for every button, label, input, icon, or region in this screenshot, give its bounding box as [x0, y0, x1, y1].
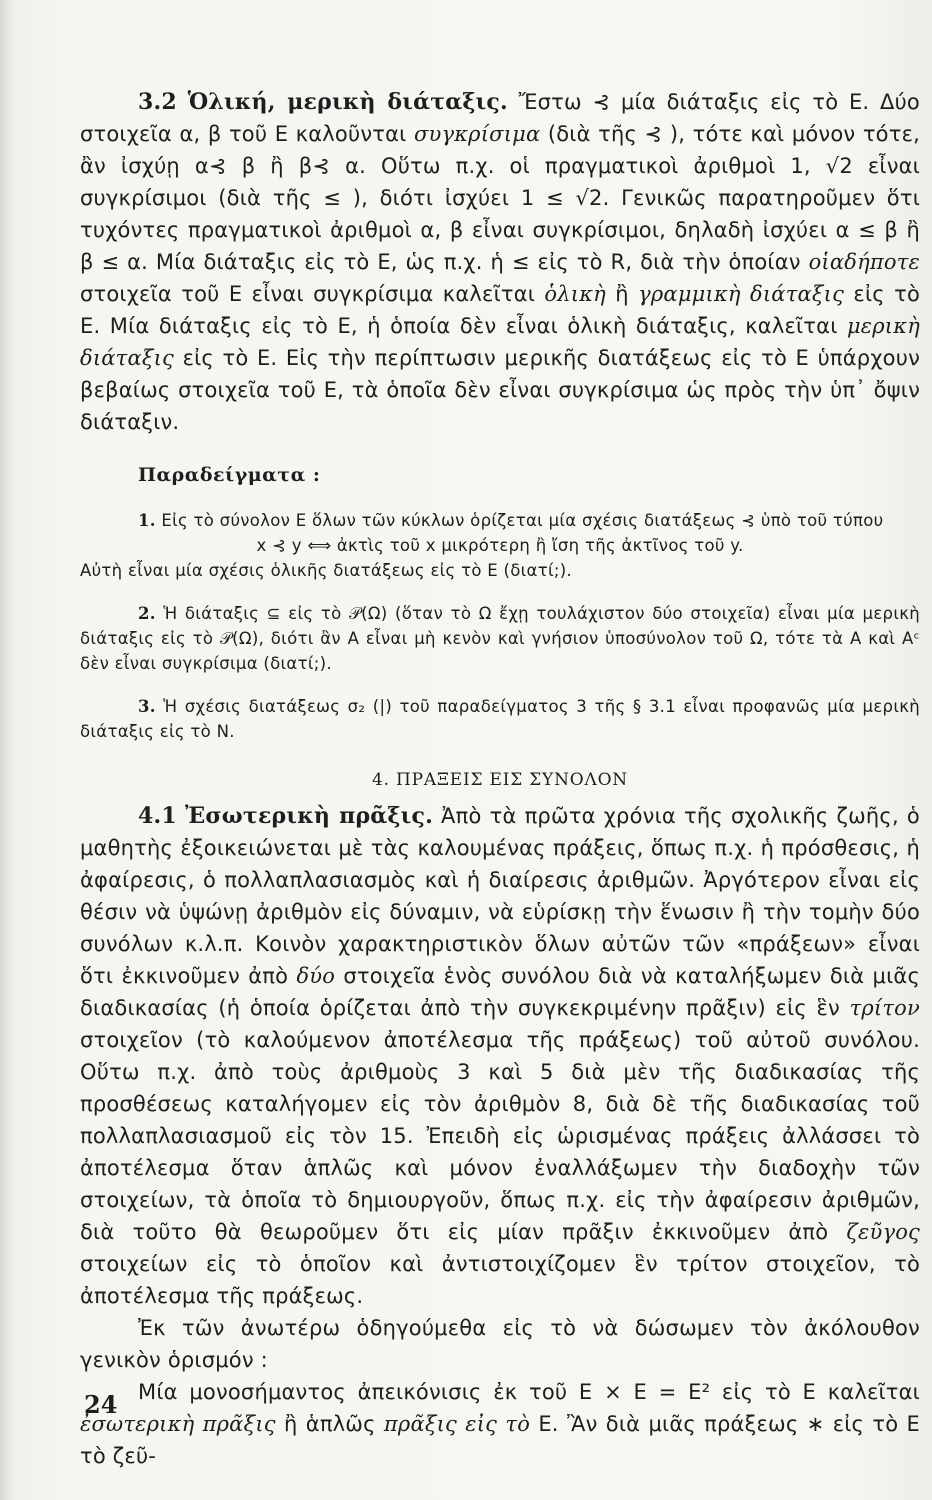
- italic-term: γραμμικὴ διάταξις: [638, 282, 845, 306]
- definition-paragraph: [80, 1376, 920, 1472]
- example-formula: x ⊰ y ⟺ ἀκτὶς τοῦ x μικρότερη ἢ ἴση τῆς ἀκτῖνος τοῦ y.: [256, 536, 744, 555]
- definition-intro-paragraph: [80, 1312, 920, 1376]
- text-run: στοιχεῖον (τὸ καλούμενον ἀποτέλεσμα τῆς πράξεως) τοῦ αὐτοῦ συνόλου. Οὕτω π.χ. ἀπὸ τοὺς ἀριθμοὺς 3 καὶ 5 διὰ μὲν τῆς διαδικασίας τῆς προσθέσεως καταλήγομεν εἰς τὸν ἀριθμὸν 8, διὰ δὲ τῆς διαδικασίας τοῦ πολλαπλασιασμοῦ εἰς τὸν 15. Ἐπειδὴ εἰς ὡρισμένας πράξεις ἀλλάσσει τὸ ἀποτέλεσμα ὅταν ἁπλῶς καὶ μόνον ἐναλλάξωμεν τὴν διαδοχὴν τῶν στοιχείων, τὰ ὁποῖα τὸ δημιουργοῦν, ὅπως π.χ. εἰς τὴν ἀφαίρεσιν ἀριθμῶν, διὰ τοῦτο θὰ θεωροῦμεν ὅτι εἰς μίαν πρᾶξιν ἐκκινοῦμεν ἀπὸ: [80, 1028, 920, 1244]
- text-run: εἰς τὸ Ε. Εἰς τὴν περίπτωσιν μερικῆς διατάξεως εἰς τὸ Ε ὑπάρχουν βεβαίως στοιχεῖα τοῦ Ε, τὰ ὁποῖα δὲν εἶναι συγκρίσιμα ὡς πρὸς τὴν ὑπ᾽ ὄψιν διάταξιν.: [80, 346, 920, 434]
- page-number: 24: [84, 1390, 118, 1419]
- examples-heading: Παραδείγματα :: [138, 464, 321, 486]
- example-text: Ἡ σχέσις διατάξεως σ₂ (|) τοῦ παραδείγματος 3 τῆς § 3.1 εἶναι προφανῶς μία μερικὴ διάταξις εἰς τὸ N.: [80, 697, 920, 741]
- page-content: [80, 86, 920, 1472]
- section-number: 3.2: [138, 89, 177, 115]
- example-3: [80, 694, 920, 744]
- section-4-1-paragraph: [80, 800, 920, 1312]
- italic-term: ζεῦγος: [846, 1220, 920, 1244]
- italic-term: δύο: [296, 964, 336, 988]
- chapter-heading: 4. ΠΡΑΞΕΙΣ ΕΙΣ ΣΥΝΟΛΟΝ: [372, 770, 628, 790]
- example-text: Εἰς τὸ σύνολον Ε ὅλων τῶν κύκλων ὁρίζεται μία σχέσις διατάξεως ⊰ ὑπὸ τοῦ τύπου: [155, 511, 884, 530]
- example-number: 2.: [138, 604, 156, 623]
- italic-term: ἐσωτερικὴ πρᾶξις: [80, 1412, 276, 1436]
- italic-term: μερικὴ διάταξις: [80, 314, 920, 370]
- text-run: ἢ: [605, 282, 639, 306]
- text-run: Μία μονοσήμαντος ἀπεικόνισις ἐκ τοῦ Ε × Ε = Ε² εἰς τὸ Ε καλεῖται: [138, 1380, 920, 1404]
- example-text: Αὐτὴ εἶναι μία σχέσις ὁλικῆς διατάξεως εἰς τὸ Ε (διατί;).: [80, 561, 572, 580]
- section-number: 4.1: [138, 803, 177, 829]
- italic-term: τρίτον: [849, 996, 920, 1020]
- text-run: εἰς τὸ Ε. Μία διάταξις εἰς τὸ Ε, ἡ ὁποία δὲν εἶναι ὁλικὴ διάταξις, καλεῖται: [80, 282, 921, 338]
- example-1: [80, 508, 920, 583]
- text-run: Ἀπὸ τὰ πρῶτα χρόνια τῆς σχολικῆς ζωῆς, ὁ μαθητὴς ἐξοικειώνεται μὲ τὰς καλουμένας πράξεις, ὅπως π.χ. ἡ πρόσθεσις, ἡ ἀφαίρεσις, ὁ πολλαπλασιασμὸς καὶ ἡ διαίρεσις ἀριθμῶν. Ἀργότερον εἶναι εἰς θέσιν νὰ ὑψώνῃ ἀριθμὸν εἰς δύναμιν, νὰ εὑρίσκῃ τὴν ἕνωσιν ἢ τὴν τομὴν δύο συνόλων κ.λ.π. Κοινὸν χαρακτηριστικὸν ὅλων αὐτῶν τῶν «πράξεων» εἶναι ὅτι ἐκκινοῦμεν ἀπὸ: [80, 804, 920, 988]
- example-number: 3.: [138, 697, 156, 716]
- text-run: στοιχείων εἰς τὸ ὁποῖον καὶ ἀντιστοιχίζομεν ἓν τρίτον στοιχεῖον, τὸ ἀποτέλεσμα τῆς πράξεως.: [80, 1252, 920, 1308]
- text-run: (διὰ τῆς ⊰ ), τότε καὶ μόνον τότε, ἂν ἰσχύῃ α⊰ β ἢ β⊰ α. Οὕτω π.χ. οἱ πραγματικοὶ ἀριθμοὶ 1, √2 εἶναι συγκρίσιμοι (διὰ τῆς ≤ ), διότι ἰσχύει 1 ≤ √2. Γενικῶς παρατηροῦμεν ὅτι τυχόντες πραγματικοὶ ἀριθμοὶ α, β εἶναι συγκρίσιμοι, δηλαδὴ ἰσχύει α ≤ β ἢ β ≤ α. Μία διάταξις εἰς τὸ Ε, ὡς π.χ. ἡ ≤ εἰς τὸ R, διὰ τὴν ὁποίαν: [80, 122, 921, 274]
- example-number: 1.: [138, 511, 156, 530]
- text-run: Ἐκ τῶν ἀνωτέρω ὁδηγούμεθα εἰς τὸ νὰ δώσωμεν τὸν ἀκόλουθον γενικὸν ὁρισμόν :: [80, 1316, 920, 1372]
- italic-term: ὁλικὴ: [544, 282, 606, 306]
- text-run: στοιχεῖα τοῦ Ε εἶναι συγκρίσιμα καλεῖται: [80, 282, 545, 306]
- text-run: Ε. Ἂν διὰ μιᾶς πράξεως ∗ εἰς τὸ Ε τὸ ζεῦ-: [80, 1412, 920, 1468]
- italic-term: πρᾶξις εἰς τὸ: [383, 1412, 531, 1436]
- page-gutter-shadow: [0, 0, 14, 1500]
- example-2: [80, 601, 920, 676]
- text-run: Ἔστω ⊰ μία διάταξις εἰς τὸ Ε. Δύο στοιχεῖα α, β τοῦ Ε καλοῦνται: [80, 90, 920, 146]
- example-text: Ἡ διάταξις ⊆ εἰς τὸ 𝒫(Ω) (ὅταν τὸ Ω ἔχῃ τουλάχιστον δύο στοιχεῖα) εἶναι μία μερικὴ διάταξις εἰς τὸ 𝒫(Ω), διότι ἂν Α εἶναι μὴ κενὸν καὶ γνήσιον ὑποσύνολον τοῦ Ω, τότε τὰ Α καὶ Aᶜ δὲν εἶναι συγκρίσιμα (διατί;).: [80, 604, 920, 673]
- section-title: Ἐσωτερικὴ πρᾶξις.: [184, 803, 433, 829]
- section-3-2-paragraph: [80, 86, 920, 438]
- italic-term: συγκρίσιμα: [413, 122, 541, 146]
- text-run: ἢ ἁπλῶς: [275, 1412, 384, 1436]
- text-run: στοιχεῖα ἑνὸς συνόλου διὰ νὰ καταλήξωμεν διὰ μιᾶς διαδικασίας (ἡ ὁποία ὁρίζεται ἀπὸ τὴν συγκεκριμένην πρᾶξιν) εἰς ἓν: [80, 964, 920, 1020]
- section-title: Ὁλική, μερικὴ διάταξις.: [187, 89, 508, 115]
- italic-term: οἱαδήποτε: [808, 250, 920, 274]
